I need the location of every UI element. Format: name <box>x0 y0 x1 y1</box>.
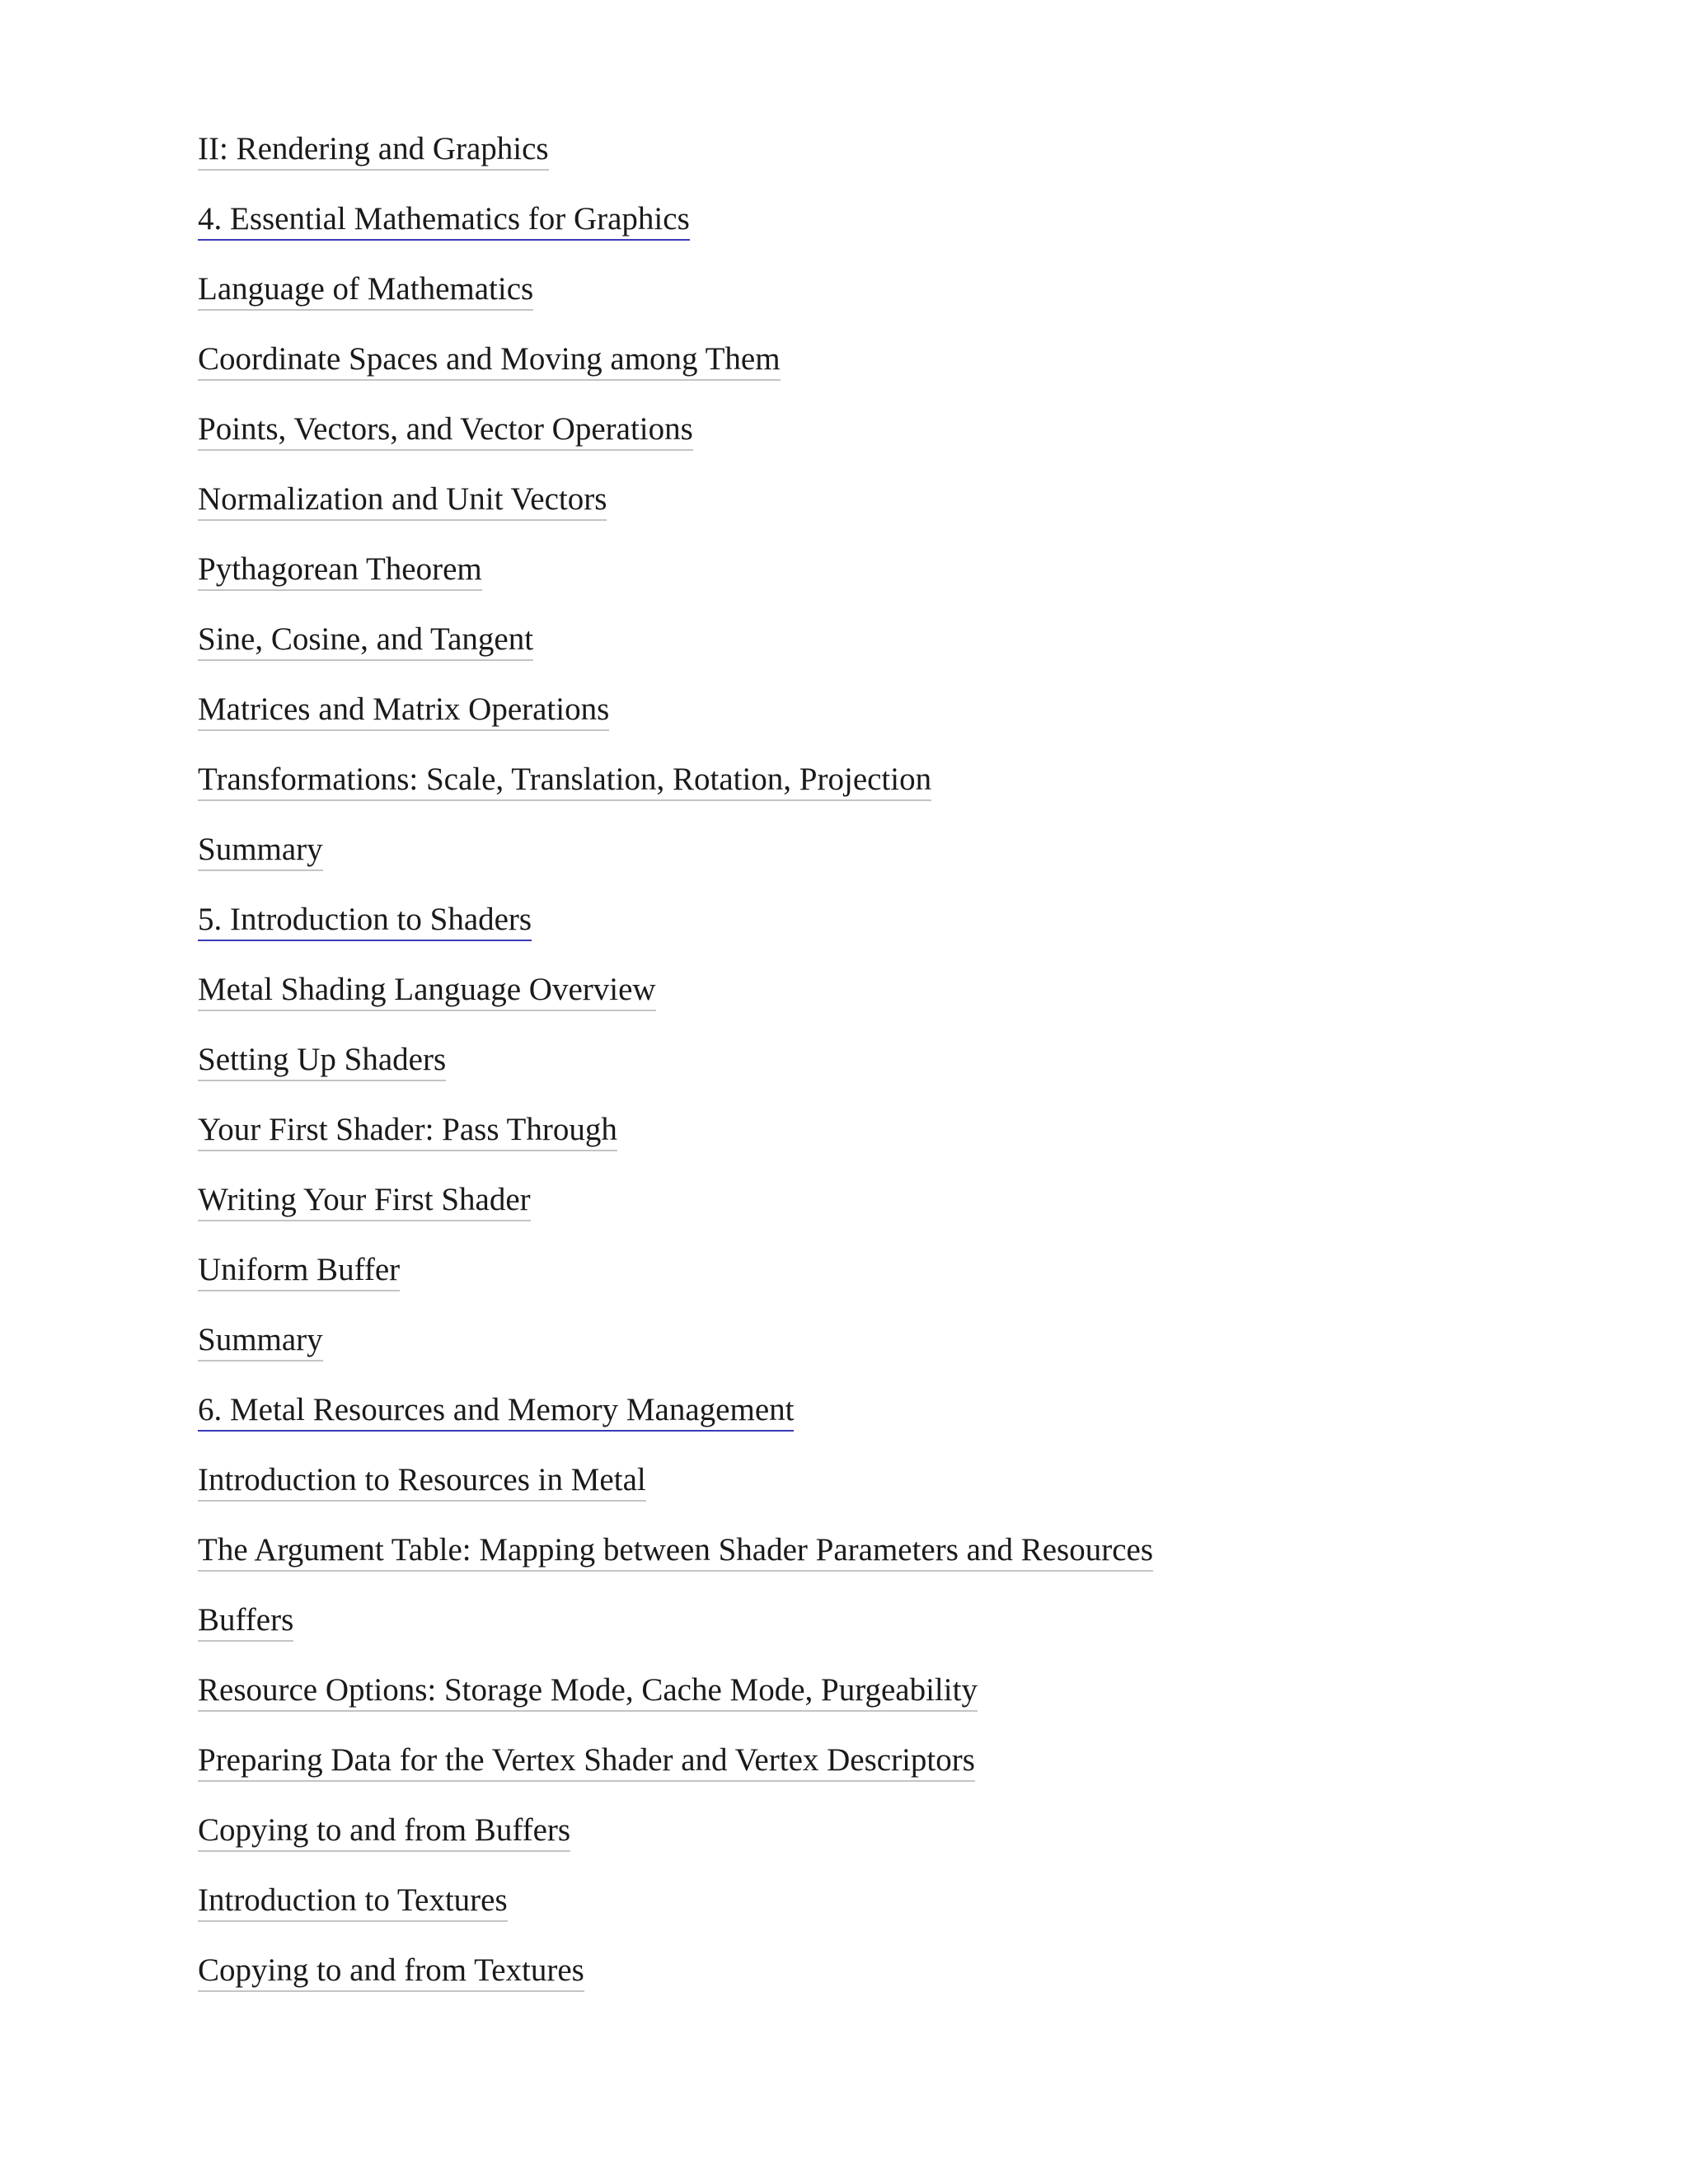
toc-item-section <box>198 480 1153 551</box>
toc-link-section[interactable]: Preparing Data for the Vertex Shader and Vertex Descriptors <box>198 1741 975 1782</box>
toc-item-section <box>198 1181 1153 1251</box>
toc-link-section[interactable]: Uniform Buffer <box>198 1251 400 1291</box>
toc-link-section[interactable]: Summary <box>198 1321 323 1361</box>
toc-link-section[interactable]: Copying to and from Textures <box>198 1952 584 1992</box>
toc-link-part[interactable]: II: Rendering and Graphics <box>198 130 549 171</box>
toc-item-section <box>198 270 1153 340</box>
toc-item-section <box>198 1531 1153 1601</box>
toc-link-chapter[interactable]: 5. Introduction to Shaders <box>198 901 532 941</box>
toc-item-section <box>198 410 1153 480</box>
toc-item-section <box>198 1882 1153 1952</box>
toc-link-section[interactable]: Language of Mathematics <box>198 270 533 311</box>
toc-item-section <box>198 831 1153 901</box>
toc-item-section <box>198 1671 1153 1741</box>
toc-link-section[interactable]: Your First Shader: Pass Through <box>198 1111 617 1151</box>
toc-item-section <box>198 340 1153 410</box>
toc-item-section <box>198 1741 1153 1811</box>
toc-item-section <box>198 1041 1153 1111</box>
toc-link-section[interactable]: Matrices and Matrix Operations <box>198 691 609 731</box>
toc-link-section[interactable]: Introduction to Textures <box>198 1882 508 1922</box>
toc-link-chapter[interactable]: 6. Metal Resources and Memory Management <box>198 1391 794 1432</box>
toc-link-section[interactable]: Coordinate Spaces and Moving among Them <box>198 340 781 381</box>
toc-link-section[interactable]: Summary <box>198 831 323 871</box>
toc-link-section[interactable]: Normalization and Unit Vectors <box>198 480 607 521</box>
toc-item-chapter <box>198 1391 1153 1461</box>
table-of-contents <box>198 130 1153 2022</box>
toc-link-section[interactable]: Writing Your First Shader <box>198 1181 531 1221</box>
toc-link-section[interactable]: Resource Options: Storage Mode, Cache Mode, Purgeability <box>198 1671 978 1712</box>
toc-link-section[interactable]: Pythagorean Theorem <box>198 551 482 591</box>
toc-link-section[interactable]: Sine, Cosine, and Tangent <box>198 621 533 661</box>
toc-link-section[interactable]: Buffers <box>198 1601 293 1642</box>
toc-item-section <box>198 971 1153 1041</box>
toc-item-section <box>198 621 1153 691</box>
toc-item-section <box>198 1461 1153 1531</box>
toc-item-section <box>198 1601 1153 1671</box>
toc-item-part <box>198 130 1153 200</box>
toc-link-section[interactable]: Points, Vectors, and Vector Operations <box>198 410 693 451</box>
toc-link-section[interactable]: The Argument Table: Mapping between Shader Parameters and Resources <box>198 1531 1153 1572</box>
toc-link-section[interactable]: Copying to and from Buffers <box>198 1811 570 1852</box>
toc-item-section <box>198 1952 1153 2022</box>
toc-item-section <box>198 1811 1153 1882</box>
toc-item-section <box>198 691 1153 761</box>
toc-link-section[interactable]: Metal Shading Language Overview <box>198 971 656 1011</box>
toc-link-section[interactable]: Introduction to Resources in Metal <box>198 1461 646 1502</box>
toc-link-section[interactable]: Transformations: Scale, Translation, Rotation, Projection <box>198 761 931 801</box>
toc-link-chapter[interactable]: 4. Essential Mathematics for Graphics <box>198 200 690 241</box>
toc-link-section[interactable]: Setting Up Shaders <box>198 1041 446 1081</box>
toc-item-chapter <box>198 901 1153 971</box>
toc-item-chapter <box>198 200 1153 270</box>
toc-item-section <box>198 1321 1153 1391</box>
toc-item-section <box>198 761 1153 831</box>
toc-item-section <box>198 1111 1153 1181</box>
toc-item-section <box>198 1251 1153 1321</box>
toc-item-section <box>198 551 1153 621</box>
